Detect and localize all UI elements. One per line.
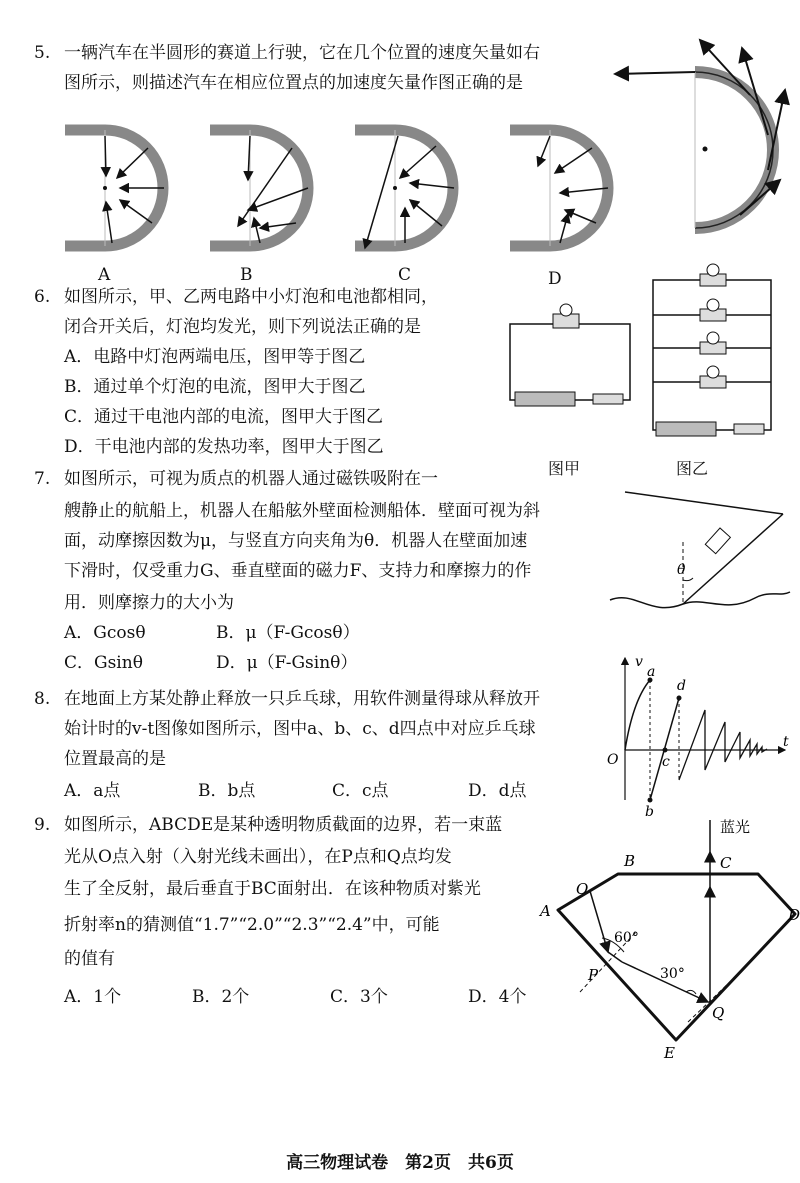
q8-option-c[interactable]: C．c点 <box>332 781 389 801</box>
q7-option-d[interactable]: D．μ（F-Gsinθ） <box>216 653 358 673</box>
q7-text-line: 面，动摩擦因数为μ，与竖直方向夹角为θ．机器人在壁面加速 <box>64 531 528 551</box>
q5-number: 5. <box>34 43 51 63</box>
q8-origin: O <box>607 752 619 768</box>
q8-axis-v: v <box>635 654 643 670</box>
q8-point-c: c <box>662 754 670 770</box>
q7-option-c[interactable]: C．Gsinθ <box>64 653 143 673</box>
q6-text-line: 如图所示，甲、乙两电路中小灯泡和电池都相同， <box>64 287 438 307</box>
q7-option-a[interactable]: A．Gcosθ <box>64 623 146 643</box>
q8-point-a: a <box>647 664 656 680</box>
q6-option-a[interactable]: A．电路中灯泡两端电压，图甲等于图乙 <box>64 347 366 367</box>
q9-text-line: 折射率n的猜测值“1.7”“2.0”“2.3”“2.4”中，可能 <box>64 915 440 935</box>
q9-text-line: 生了全反射，最后垂直于BC面射出．在该种物质对紫光 <box>64 879 481 899</box>
q9-option-b[interactable]: B．2个 <box>192 987 250 1007</box>
q9-number: 9. <box>34 815 51 835</box>
q9-point-o: O <box>576 880 589 898</box>
q8-point-b: b <box>645 804 654 820</box>
q7-number: 7. <box>34 469 51 489</box>
q5-diagram-d <box>510 130 608 246</box>
q9-option-d[interactable]: D．4个 <box>468 987 527 1007</box>
q8-text-line: 在地面上方某处静止释放一只乒乓球，用软件测量得球从释放开 <box>64 689 540 709</box>
q5-option-c[interactable]: C <box>398 265 412 285</box>
q7-text-line: 用．则摩擦力的大小为 <box>64 593 234 613</box>
q5-diagram-a <box>65 130 164 246</box>
q9-point-c: C <box>720 854 732 872</box>
q9-blue-light-label: 蓝光 <box>720 818 751 836</box>
q9-point-b: B <box>624 852 636 870</box>
q8-text-line: 位置最高的是 <box>64 749 166 769</box>
q9-angle-30: 30° <box>660 966 685 982</box>
q6-circuit-yi <box>648 260 778 435</box>
q8-axis-t: t <box>783 734 789 750</box>
q6-figure-jia-caption: 图甲 <box>548 459 581 478</box>
q5-diagram-c <box>355 130 454 248</box>
q5-option-diagrams <box>60 118 620 258</box>
q7-text-line: 艘静止的航船上，机器人在船舷外壁面检测船体．壁面可视为斜 <box>64 501 540 521</box>
q9-angle-60: 60° <box>614 930 639 946</box>
q8-text-line: 始计时的v-t图像如图所示，图中a、b、c、d四点中对应乒乓球 <box>64 719 536 739</box>
q5-option-b[interactable]: B <box>240 265 253 285</box>
q6-option-d[interactable]: D．干电池内部的发热功率，图甲大于图乙 <box>64 437 384 457</box>
q5-velocity-figure <box>600 30 800 250</box>
q6-number: 6. <box>34 287 51 307</box>
q5-text-line: 一辆汽车在半圆形的赛道上行驶，它在几个位置的速度矢量如右 <box>64 43 540 63</box>
q7-wall-figure <box>605 482 795 622</box>
q8-option-a[interactable]: A．a点 <box>64 781 121 801</box>
q8-option-d[interactable]: D．d点 <box>468 781 527 801</box>
q9-point-q: Q <box>712 1004 725 1022</box>
q6-circuit-jia <box>505 300 635 410</box>
q5-option-d[interactable]: D <box>548 269 562 289</box>
q8-vt-graph <box>605 650 795 820</box>
q5-diagram-b <box>210 130 308 246</box>
q7-text-line: 下滑时，仅受重力G、垂直壁面的磁力F、支持力和摩擦力的作 <box>64 561 532 581</box>
q7-theta-label: θ <box>677 562 686 578</box>
q6-option-b[interactable]: B．通过单个灯泡的电流，图甲大于图乙 <box>64 377 366 397</box>
q9-point-p: P <box>588 966 599 984</box>
q9-text-line: 的值有 <box>64 949 115 969</box>
q8-point-d: d <box>677 678 686 694</box>
q9-point-e: E <box>664 1044 675 1062</box>
q8-number: 8. <box>34 689 51 709</box>
q9-point-d: D <box>788 906 800 924</box>
q8-option-b[interactable]: B．b点 <box>198 781 256 801</box>
q9-prism-figure <box>540 812 800 1062</box>
q6-figure-yi-caption: 图乙 <box>676 459 709 478</box>
q6-text-line: 闭合开关后，灯泡均发光，则下列说法正确的是 <box>64 317 421 337</box>
q9-text-line: 如图所示，ABCDE是某种透明物质截面的边界，若一束蓝 <box>64 815 503 835</box>
q9-option-a[interactable]: A．1个 <box>64 987 122 1007</box>
q7-option-b[interactable]: B．μ（F-Gcosθ） <box>216 623 360 643</box>
q6-option-c[interactable]: C．通过干电池内部的电流，图甲大于图乙 <box>64 407 384 427</box>
q9-text-line: 光从O点入射（入射光线未画出），在P点和Q点均发 <box>64 847 452 867</box>
q7-text-line: 如图所示，可视为质点的机器人通过磁铁吸附在一 <box>64 469 438 489</box>
q5-text-line: 图所示，则描述汽车在相应位置点的加速度矢量作图正确的是 <box>64 73 523 93</box>
page-footer: 高三物理试卷 第2页 共6页 <box>286 1153 514 1173</box>
q5-option-a[interactable]: A <box>98 265 111 285</box>
q9-point-a: A <box>540 902 551 920</box>
q9-option-c[interactable]: C．3个 <box>330 987 388 1007</box>
